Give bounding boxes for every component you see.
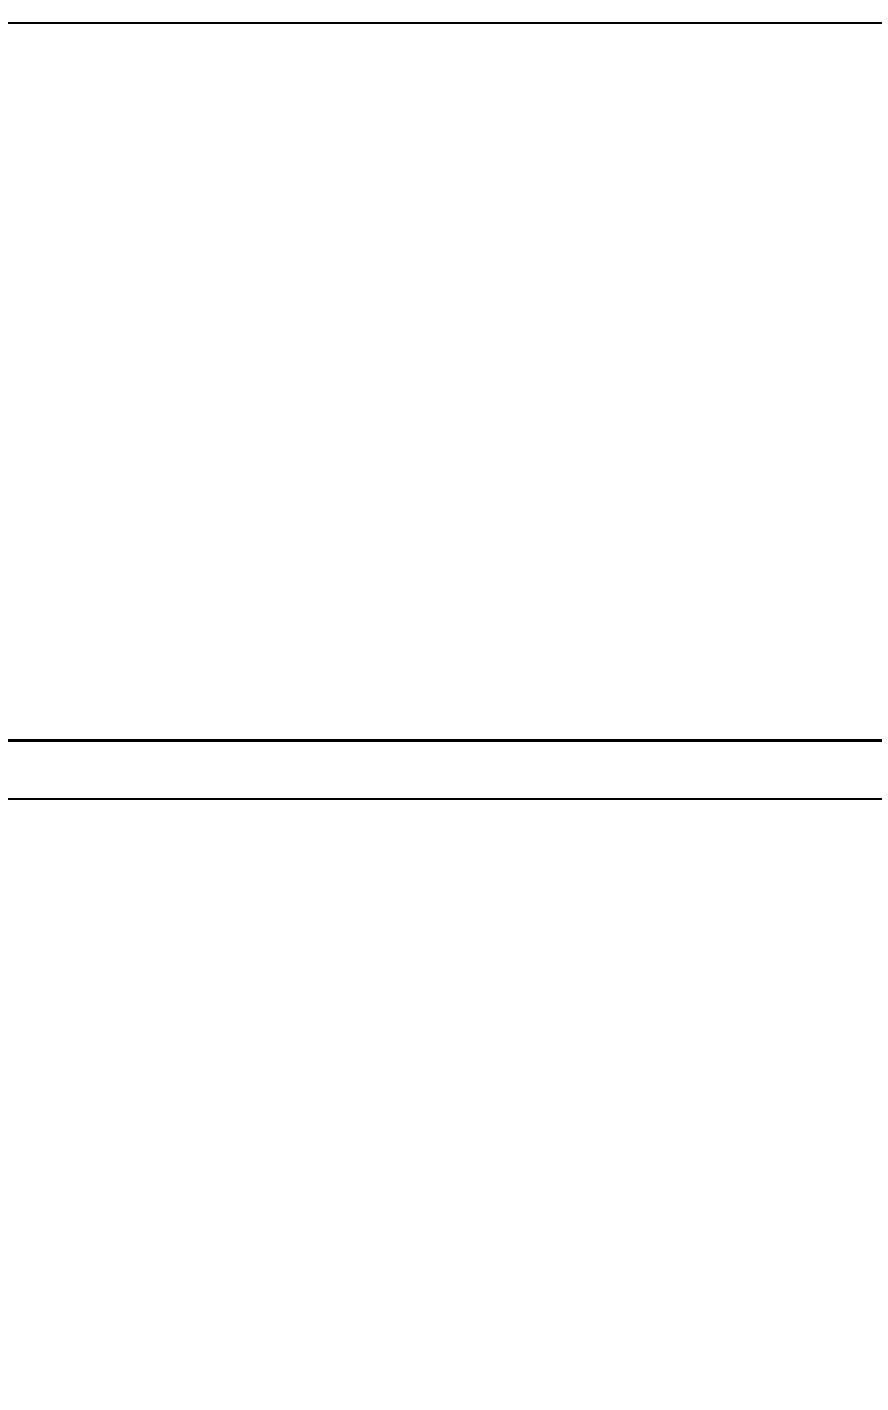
help-wanted-section (8, 22, 882, 736)
home-service-guide-banner (8, 739, 882, 800)
newspaper-page (8, 4, 882, 1404)
service-guide-section (8, 799, 882, 1404)
folio-line (8, 4, 882, 24)
